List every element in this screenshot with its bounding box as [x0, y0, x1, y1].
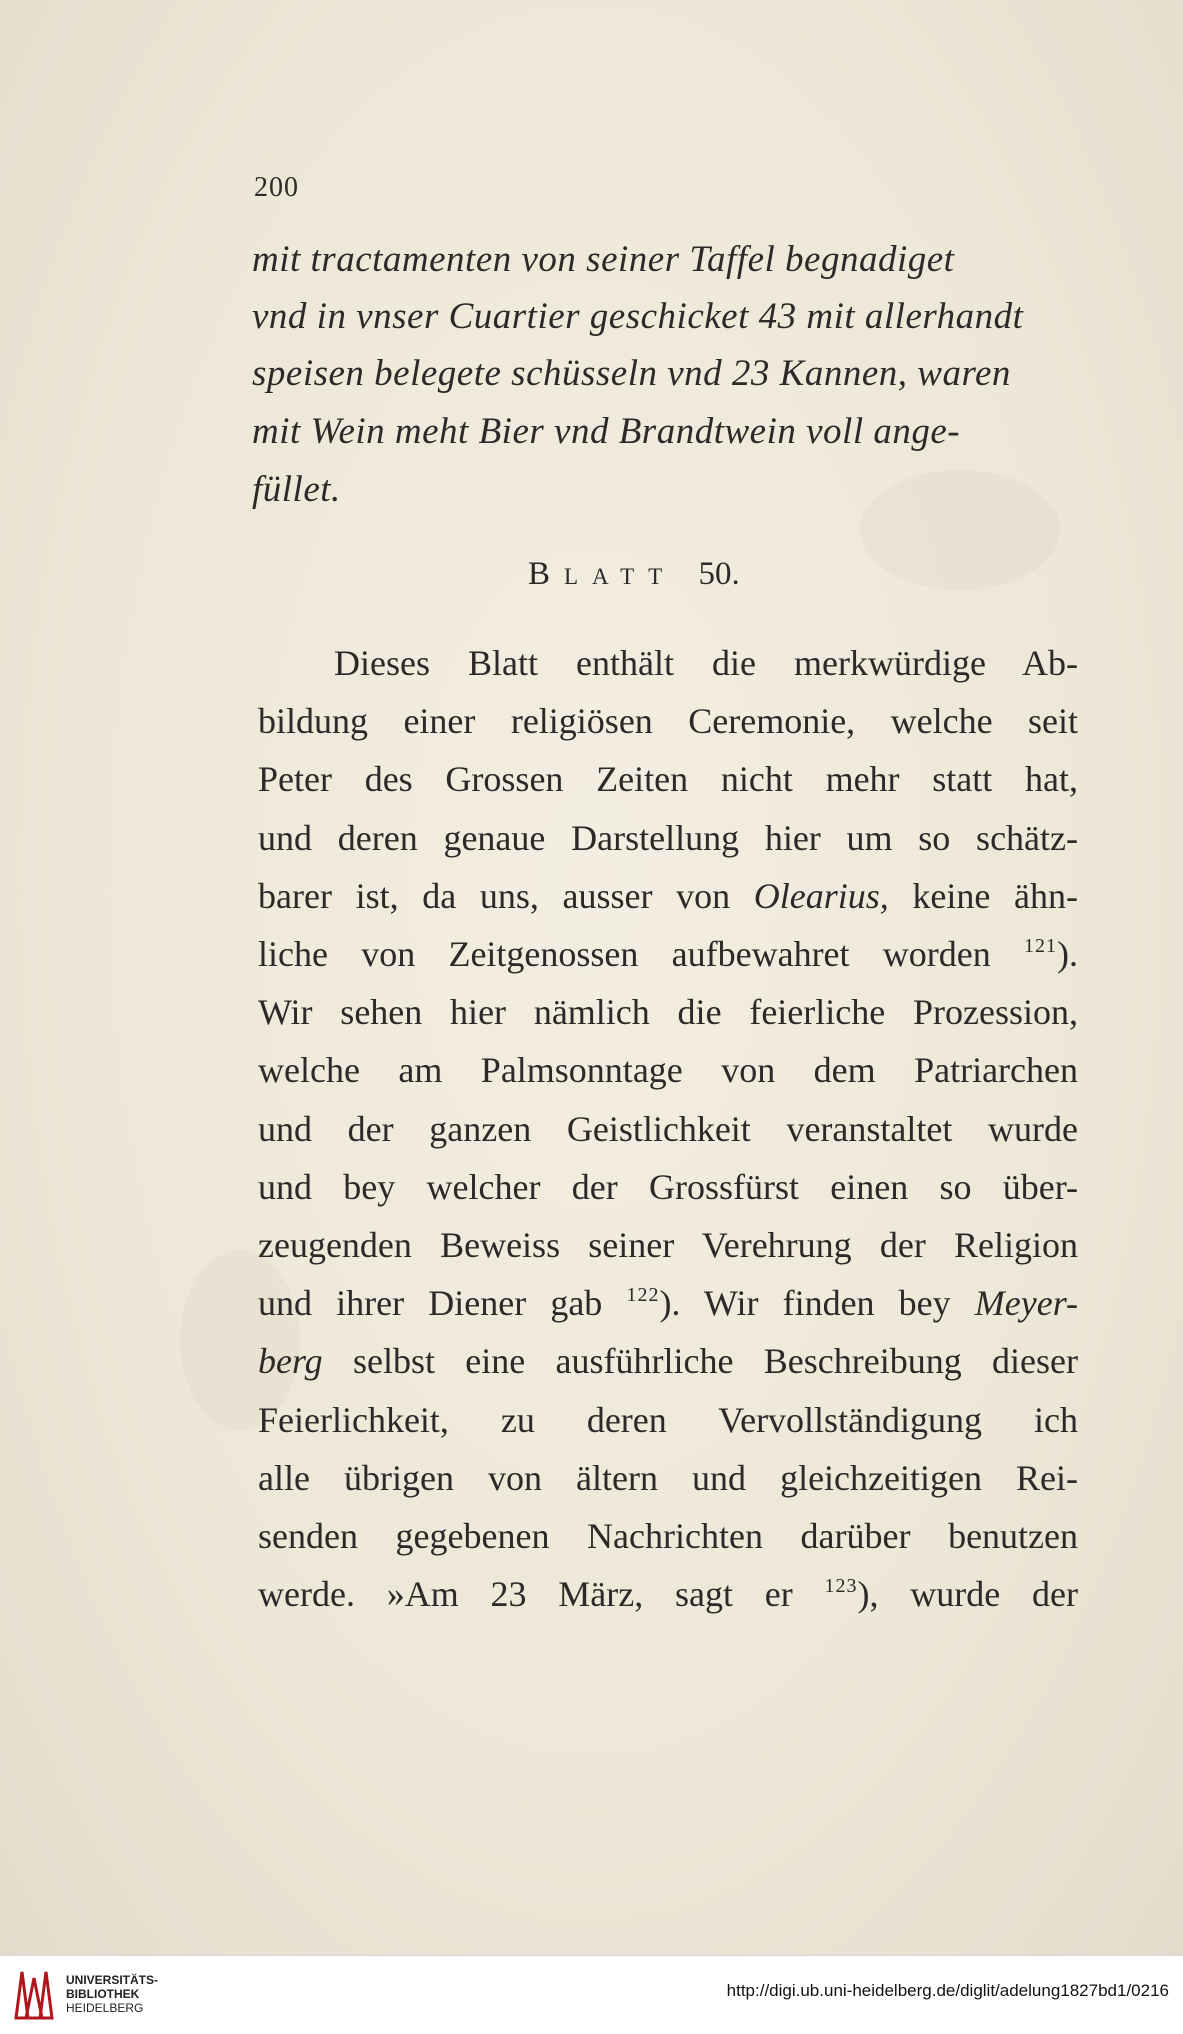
body-line [258, 991, 1078, 1033]
body-line [258, 758, 1078, 800]
text-run: Dieses Blatt enthält die merkwürdige Ab- [334, 643, 1078, 683]
body-line [258, 1573, 1078, 1615]
quote-line: speisen belegete schüsseln vnd 23 Kannen, waren [252, 353, 1011, 394]
body-line [258, 1224, 1078, 1266]
text-run: Wir sehen hier nämlich die feierliche Prozession, [258, 992, 1078, 1033]
body-line [258, 1457, 1078, 1499]
text-run: liche von Zeitgenossen aufbewahret worden [258, 934, 1024, 974]
text-run: und deren genaue Darstellung hier um so schätz- [258, 817, 1078, 858]
body-line [258, 1515, 1078, 1557]
heading-number: 50. [698, 556, 740, 592]
text-run: und ihrer Diener gab [258, 1283, 627, 1324]
footnote-marker: 122 [626, 1284, 660, 1307]
text-run: und bey welcher der Grossfürst einen so über- [258, 1166, 1078, 1207]
text-run: alle übrigen von ältern und gleichzeitigen Rei- [258, 1457, 1078, 1498]
text-run: welche am Palmsonntage von dem Patriarchen [258, 1050, 1078, 1091]
library-name-line: UNIVERSITÄTS- [66, 1973, 159, 1987]
italic-name: berg [258, 1341, 323, 1382]
heidelberg-library-logo-icon [12, 1968, 56, 2020]
body-line [258, 1049, 1078, 1091]
body-line [258, 1282, 1078, 1324]
text-run: barer ist, da uns, ausser von [258, 875, 754, 916]
italic-name: Olearius, [753, 875, 889, 916]
body-line [258, 817, 1078, 859]
quote-line: mit tractamenten von seiner Taffel begnadiget [252, 239, 955, 280]
body-line [258, 875, 1078, 917]
library-name-line: HEIDELBERG [66, 2001, 144, 2015]
quote-line: füllet. [252, 469, 341, 510]
paper-stain [860, 470, 1060, 590]
italic-name: Meyer- [974, 1283, 1078, 1324]
library-name-line: BIBLIOTHEK [66, 1987, 140, 2001]
text-run: und der ganzen Geistlichkeit veranstaltet wurde [258, 1108, 1078, 1149]
text-run: Feierlichkeit, zu deren Vervollständigung ich [258, 1399, 1078, 1440]
heading-word: Blatt [528, 556, 677, 592]
body-line [258, 1399, 1078, 1441]
section-heading [528, 556, 740, 593]
source-url-link[interactable]: http://digi.ub.uni-heidelberg.de/diglit/adelung1827bd1/0216 [726, 1981, 1169, 2000]
text-run: Peter des Grossen Zeiten nicht mehr statt hat, [258, 759, 1078, 800]
body-line [258, 1108, 1078, 1150]
text-run: ). Wir finden bey [659, 1283, 975, 1324]
text-run: ), wurde der [857, 1574, 1079, 1615]
footnote-marker: 121 [1024, 935, 1057, 957]
text-run: ). [1057, 934, 1078, 974]
quote-line: mit Wein meht Bier vnd Brandtwein voll ange- [252, 411, 961, 452]
footer-bar [0, 1955, 1183, 2034]
text-run: werde. »Am 23 März, sagt er [258, 1574, 825, 1615]
body-line [258, 700, 1078, 742]
text-run: selbst eine ausführliche Beschreibung dieser [322, 1341, 1078, 1382]
text-run: keine ähn- [888, 875, 1078, 916]
quote-line: vnd in vnser Cuartier geschicket 43 mit allerhandt [252, 296, 1024, 337]
body-line [258, 933, 1078, 975]
page-number: 200 [254, 172, 299, 203]
text-run: zeugenden Beweiss seiner Verehrung der Religion [258, 1225, 1078, 1265]
footnote-marker: 123 [824, 1575, 858, 1598]
body-line [258, 1166, 1078, 1208]
library-name [66, 1973, 158, 2015]
text-run: bildung einer religiösen Ceremonie, welche seit [258, 701, 1078, 742]
body-line [334, 642, 1078, 684]
text-run: senden gegebenen Nachrichten darüber benutzen [258, 1516, 1078, 1556]
body-line [258, 1340, 1078, 1382]
